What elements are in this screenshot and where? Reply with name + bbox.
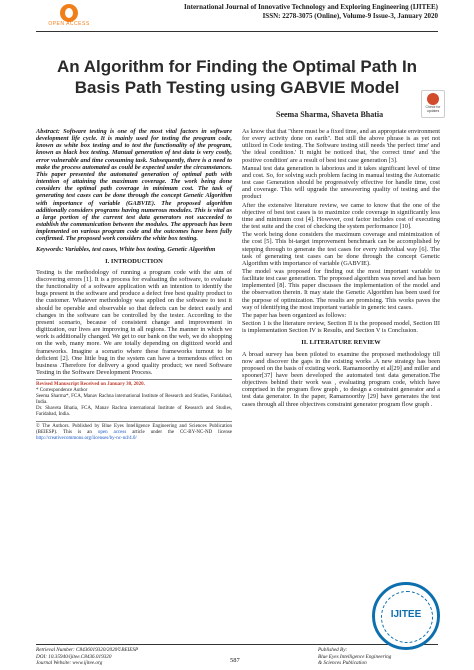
journal-website[interactable]: Journal Website: www.ijitee.org	[36, 660, 103, 666]
header-rule	[36, 31, 438, 32]
body-paragraph: Manual test data generation is laborious and it takes significant level of time and cost. So, for solving such problem facing in manual testing the Automatic test case Generation should be progressively effective for handle time, cost and coverage. This will upgrade the unwavering quality of testing and the product	[242, 164, 440, 201]
author-affiliation-1: Seema Sharma*, FCA, Manav Rachna international Institute of Research and Studies, Faridabad, India.	[36, 394, 232, 406]
doi: DOI: 10.35940/ijitee.C8436.019320	[36, 653, 112, 660]
left-column	[36, 128, 232, 442]
publisher-line-1: Published By:	[318, 647, 348, 653]
introduction-text: Testing is the methodology of running a program code with the aim of discovering errors [1]. It is a process for evaluating the software, to evaluate the functionality of a software application with an intention to identify the bugs present in the software and produce a defect free best quality product to the customer. Whatever methodology was applied on the software to test it should be operable and observable so that defects can be detect easily and changes in the software can be controlled by the tester. According to the present scenario, because of consistent change and improvement in digitization, our lives are improving in all regions. The manner in which we work is additionally changed. We get to our bank on the web, we do shopping on the web, many more. We are totally depending on digitized world and frameworks. Imagine a scenario where these frameworks turnout to be deficient [2]. One little bug in the system can have a tremendous effect on business .Therefore for delivery a good quality product; we need Software Testing in the Software Development Process.	[36, 268, 232, 376]
footer-rule	[36, 644, 438, 645]
publisher-line-3: & Sciences Publication	[318, 660, 367, 666]
badge-line-1: Check for	[425, 105, 441, 109]
body-paragraph: After the extensive literature review, we came to know that the one of the objective of best test cases is to maximize code coverage in significantly less time and minimum cost [4]. However, cost factor includes cost of executing the test suite and the cost of checking the system performance [10].	[242, 201, 440, 231]
license-pre: © The Authors. Published by Blue Eyes Intelligence Engineering and Sciences Publication (BEIESP). This is an	[36, 424, 232, 436]
open-access-label: OPEN ACCESS	[48, 21, 90, 27]
manuscript-notes	[36, 379, 232, 418]
body-paragraph: The model was proposed for finding out the most important variable to facilitate test case generation. The proposed algorithm was novel and has been implemented [8]. This paper discusses the implementation of the model and the observation therein. It may state the Genetic Algorithm has been used for the purpose of optimization. The results are promising. This works paves the way of identifying the most important variable in generic test cases.	[242, 267, 440, 311]
seal-text: IJITEE	[390, 609, 422, 620]
body-paragraph: As know that that "there must be a fixed time, and an appropriate environment for every activity done on earth". But still the above phrase is as yet not utilized in Code testing. The Software testing still needs 'the perfect time' and 'the ideal condition.' It might be noticed that, 'the correct time' and 'the positive condition' are a result of best test case generation [3].	[242, 128, 440, 164]
correspondence-note: * Correspondence Author	[36, 388, 88, 394]
check-updates-icon	[427, 93, 439, 105]
page-header	[0, 0, 474, 30]
section-heading-literature-review: II. LITERATURE REVIEW	[301, 339, 381, 347]
author-affiliation-2: Dr. Shaveta Bhatia, FCA, Manav Rachna international Institute of Research and Studies, Faridabad, India.	[36, 406, 232, 418]
author-list: Seema Sharma, Shaveta Bhatia	[276, 110, 384, 119]
license-mid: article under the CC-BY-NC-ND license	[132, 430, 233, 436]
abstract: Abstract: Software testing is one of the most vital factors in software development life cycle. It is mainly used for testing the program code, known as white box testing and to test the functionality of the program, known as black box testing. Manual generation of test data is very costly, error vulnerable and time consuming task. Subsequently, there is a need to make the process automated as could be expected under the circumstances. This paper presented the automated generation of optimal path with intention of attaining the maximum coverage. The work being done considers the optimal path coverage in minimum cost. The task of generating test cases can be done through the concept Genetic Algorithm with importance of variable (GABVIE). The proposed algorithm additionally considers programs having numerous modules. This is vital as a large portion of the current test data generators not succeeded to establish the communication between the modules. The approach has been implemented on various program code and the outcomes have been fully confirmed. The proposed work considers the white box testing.	[36, 128, 232, 243]
issn-line: ISSN: 2278-3075 (Online), Volume-9 Issue-3, January 2020	[262, 12, 438, 20]
section-heading-introduction: I. INTRODUCTION	[105, 257, 163, 265]
received-date: Revised Manuscript Received on January 30, 2020.	[36, 382, 145, 388]
publisher-line-2: Blue Eyes Intelligence Engineering	[318, 653, 392, 660]
ijitee-seal-logo	[372, 582, 440, 650]
page-number: 587	[230, 657, 240, 664]
license-note	[36, 421, 232, 442]
cc-license-link[interactable]: http://creativecommons.org/licenses/by-nc-nd/4.0/	[36, 436, 137, 442]
journal-name: International Journal of Innovative Technology and Exploring Engineering (IJITEE)	[184, 3, 438, 11]
badge-line-2: updates	[426, 109, 440, 113]
footer-retrieval-info	[36, 647, 138, 667]
keywords: Keywords: Variables, test cases, White box testing, Genetic Algorithm	[36, 245, 216, 253]
retrieval-number: Retrieval Number: C8436019320/2020©BEIESP	[36, 647, 139, 653]
body-paragraph: The work being done considers the maximum coverage and minimization of the cost [5]. This bi-target improvement benchmark can be accomplished by stepping through to generate the test cases for every individual way [6]. The task of generating test cases can be done through the concept Genetic Algorithm with importance of variable (GABVIE).	[242, 231, 440, 267]
body-paragraph: A broad survey has been piloted to examine the proposed methodology till now and discover the gaps in the existing works .A new strategy has been proposed on the basis of existing work. Ramamoorthy et al[29] and miller and spooner[37] have been developed the automated test data generation.The objectives behind their work was , evaluating program code, which have comprised in the program flow graph , to design a constraint generator and a test data generator. In the paper, Ramamoorthy [29] have generates the test cases through all three objectives constraint generator program flow graph .	[242, 350, 440, 408]
open-access-lock-icon	[60, 4, 78, 22]
body-paragraph: The paper has been organized as follows:	[242, 311, 347, 319]
body-paragraph: Section 1 is the literature review, Section II is the proposed model, Section III is implementation Section IV is Results, and Section V is Conclusion.	[242, 320, 440, 335]
right-column	[242, 128, 440, 409]
open-access-logo	[34, 4, 104, 26]
open-access-link[interactable]: open access	[97, 430, 127, 436]
publisher-info	[318, 647, 391, 667]
paper-title: An Algorithm for Finding the Optimal Path In Basis Path Testing using GABVIE Model	[56, 57, 418, 97]
